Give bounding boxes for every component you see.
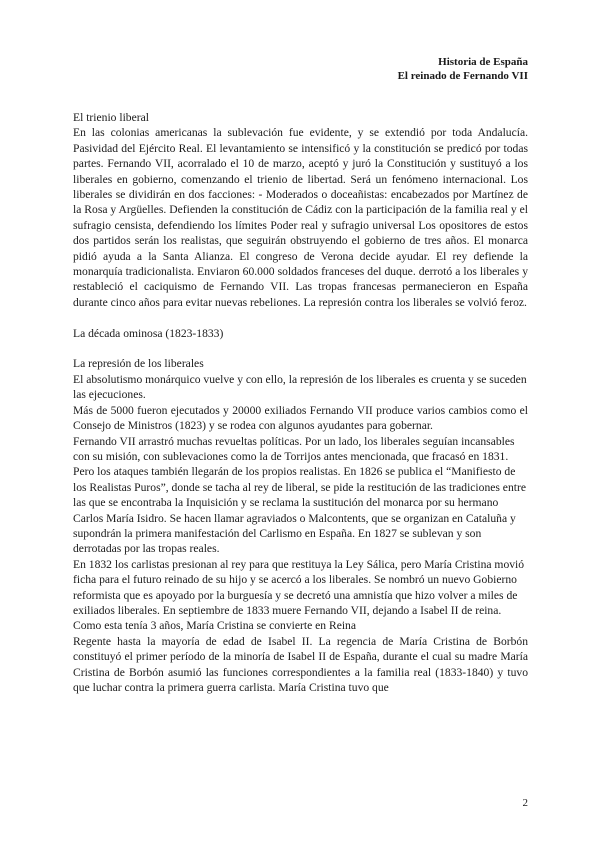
paragraph-represion-b: Más de 5000 fueron ejecutados y 20000 exiliados Fernando VII produce varios cambios como el Consejo de Ministros (1823) y se rodea con algunos ayudantes para gobernar. [73,403,528,433]
header-topic: El reinado de Fernando VII [397,70,528,82]
spacer [73,341,528,356]
paragraph-carlistas-a: En 1832 los carlistas presionan al rey para que restituya la Ley Sálica, pero María Cristina movió ficha para el futuro reinado de su hijo y se acercó a los liberales. Se nombró un nuevo Gobierno reformista que es apoyado por la burguesía y se decretó una amnistía que hizo volver a miles de exiliados liberales. En septiembre de 1833 muere Fernando VII, dejando a Isabel II de reina. Como esta tenía 3 años, María Cristina se convierte en Reina [73,557,525,633]
page-number: 2 [522,797,528,809]
paragraph-represion-a: El absolutismo monárquico vuelve y con ello, la represión de los liberales es cruenta y se suceden las ejecuciones. [73,372,527,402]
section-heading-decada: La década ominosa (1823-1833) [73,326,224,340]
document-body [73,110,528,695]
running-header [398,55,528,83]
paragraph-carlistas-b: Regente hasta la mayoría de edad de Isabel II. La regencia de María Cristina de Borbón constituyó el primer período de la minoría de Isabel II de España, durante el cual su madre María Cristina de Borbón asumió las funciones correspondientes a la familia real (1833-1840) y tuvo que luchar contra la primera guerra carlista. María Cristina tuvo que [73,634,528,694]
spacer [73,310,528,325]
section-heading-trienio: El trienio liberal [73,111,149,124]
section-heading-represion: La represión de los liberales [73,357,204,371]
header-subject: Historia de España [438,56,528,68]
paragraph-trienio: En las colonias americanas la sublevación fue evidente, y se extendió por toda Andalucía. Pasividad del Ejército Real. El levantamiento se intensificó y la constitución se predicó por todas partes. Fernando VII, acorralado el 10 de marzo, aceptó y juró la Constitución y sustituyó a los liberales en gobierno, comenzando el trienio de libertad. Será un fenómeno internacional. Los liberales se dividirán en dos facciones: - Moderados o doceañistas: encabezados por Martínez de la Rosa y Argüelles. Defienden la constitución de Cádiz con la participación de la familia real y el sufragio censista, defendiendo los límites Poder real y sufragio universal Los opositores de estos dos partidos serán los realistas, que seguirán obstruyendo el gobierno de tres años. El monarca pidió ayuda a la Santa Alianza. El congreso de Verona decide ayudar. El rey defiende la monarquía tradicionalista. Enviaron 60.000 soldados franceses del duque. derrotó a los liberales y restableció el caciquismo de Fernando VII. Las tropas francesas permanecieron en España durante cinco años para evitar nuevas rebeliones. La represión contra los liberales se volvió feroz. [73,126,528,309]
paragraph-revueltas: Fernando VII arrastró muchas revueltas políticas. Por un lado, los liberales seguían incansables con su misión, con sublevaciones como la de Torrijos antes mencionada, que fracasó en 1831. Pero los ataques también llegarán de los propios realistas. En 1826 se publica el “Manifiesto de los Realistas Puros”, donde se tacha al rey de liberal, se pide la restitución de las tradiciones entre las que se encontraba la Inquisición y se reclama la sustitución del monarca por su hermano Carlos María Isidro. Se hacen llamar agraviados o Malcontents, que se organizan en Cataluña y supondrán la primera manifestación del Carlismo en España. En 1827 se sublevan y son derrotadas por las tropas reales. [73,434,526,556]
